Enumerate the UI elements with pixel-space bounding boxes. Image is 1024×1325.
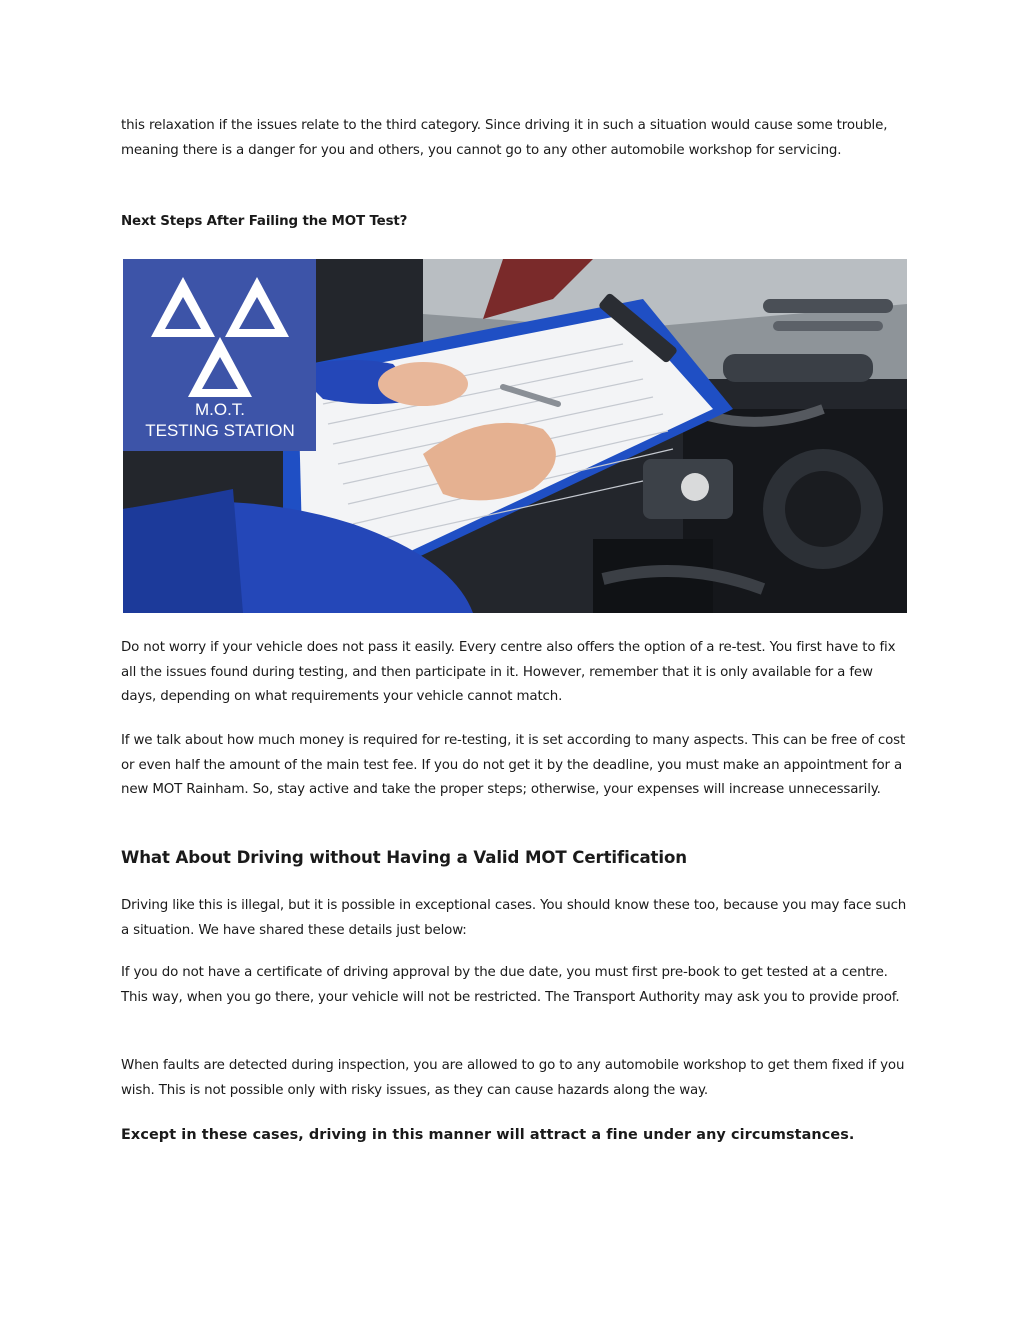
heading-fine-warning: Except in these cases, driving in this manner will attract a fine under any circumstances. [121,1127,855,1143]
logo-text-testing-station: TESTING STATION [145,421,295,440]
heading-driving-without-mot: What About Driving without Having a Valid MOT Certification [121,848,687,867]
mot-inspection-photo [123,259,907,613]
logo-text-mot: M.O.T. [194,400,246,419]
paragraph-relaxation: this relaxation if the issues relate to the third category. Since driving it in such a situation would cause some trouble, meaning there is a danger for you and others, you cannot go to any other automobile workshop for servicing. [121,118,888,158]
paragraph-retest-cost: If we talk about how much money is required for re-testing, it is set according to many aspects. This can be free of cost or even half the amount of the main test fee. If you do not get it by the deadline, you must make an appointment for a new MOT Rainham. So, stay active and take the proper steps; otherwise, your expenses will increase unnecessarily. [121,733,906,797]
paragraph-illegal-driving: Driving like this is illegal, but it is possible in exceptional cases. You should know these too, because you may face such a situation. We have shared these details just below: [121,898,907,938]
paragraph-retest: Do not worry if your vehicle does not pass it easily. Every centre also offers the option of a re-test. You first have to fix all the issues found during testing, and then participate in it. However, remember that it is only available for a few days, depending on what requirements your vehicle cannot match. [121,640,896,704]
paragraph-pre-book: If you do not have a certificate of driving approval by the due date, you must first pre-book to get tested at a centre. This way, when you go there, your vehicle will not be restricted. The Transport Authority may ask you to provide proof. [121,965,900,1005]
paragraph-faults-detected: When faults are detected during inspection, you are allowed to go to any automobile workshop to get them fixed if you wish. This is not possible only with risky issues, as they can cause hazards along the way. [121,1058,905,1098]
heading-next-steps: Next Steps After Failing the MOT Test? [121,214,408,229]
